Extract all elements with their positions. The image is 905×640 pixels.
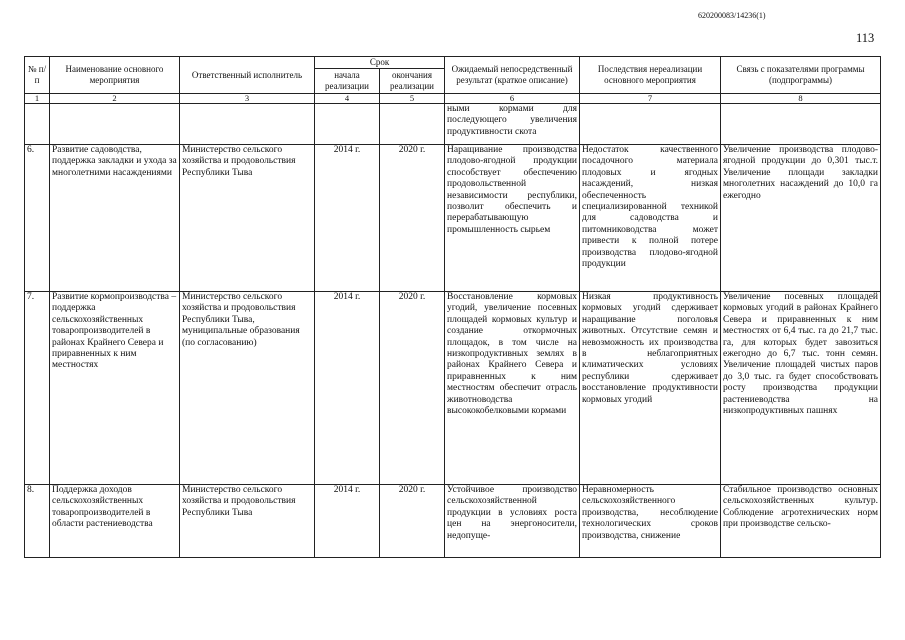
cell-num: 8. <box>25 485 50 558</box>
cell-name: Поддержка доходов сельскохозяйственных товаропроизводителей в области растениеводства <box>50 485 180 558</box>
header-start: начала реализации <box>315 69 380 94</box>
cell-result: Восстановление кормовых угодий, увеличение посевных площадей кормовых культур и создание откормочных площадок, в том числе на низкопродуктивных землях в районах Крайнего Севера и приравненных к ним местностям обеспечит отрасль животноводства высококобелковыми кормами <box>445 292 580 485</box>
cell-name: Развитие кормопроизводства – поддержка сельскохозяйственных товаропроизводителей в районах Крайнего Севера и приравненных к ним местностях <box>50 292 180 485</box>
cell-num: 7. <box>25 292 50 485</box>
header-consequences: Последствия нереализации основного мероприятия <box>580 57 721 94</box>
cell-result: Устойчивое производство сельскохозяйственной продукции в условиях роста цен на энергоносители, недопуще- <box>445 485 580 558</box>
cell-name <box>50 104 180 145</box>
cell-consequences: Недостаток качественного посадочного материала плодовых и ягодных насаждений, низкая обеспеченность специализированной техникой для садоводства и питомниководства может привести к полной потере производства плодово-ягодной продукции <box>580 145 721 292</box>
cell-link: Увеличение производства плодово-ягодной продукции до 0,301 тыс.т. Увеличение площади закладки многолетних насаждений до 10,0 га ежегодно <box>721 145 881 292</box>
cell-responsible <box>180 104 315 145</box>
header-link: Связь с показателями программы (подпрограммы) <box>721 57 881 94</box>
col-number: 4 <box>315 94 380 104</box>
page-number: 113 <box>856 31 875 45</box>
cell-num: 6. <box>25 145 50 292</box>
col-number: 3 <box>180 94 315 104</box>
table-row <box>25 292 881 485</box>
cell-result: Наращивание производства плодово-ягодной продукции способствует обеспечению продовольственной независимости республики, позволит обеспечить и перерабатывающую промышленность сырьем <box>445 145 580 292</box>
cell-result: ными кормами для последующего увеличения продуктивности скота <box>445 104 580 145</box>
cell-consequences <box>580 104 721 145</box>
cell-consequences: Низкая продуктивность кормовых угодий сдерживает наращивание поголовья животных. Отсутствие семян и невозможность их производства в неблагоприятных климатических условиях республики сдерживает восстановление продуктивности кормовых угодий <box>580 292 721 485</box>
table-header <box>25 57 881 104</box>
header-result: Ожидаемый непосредственный результат (краткое описание) <box>445 57 580 94</box>
table-row <box>25 145 881 292</box>
cell-end: 2020 г. <box>380 292 445 485</box>
cell-start: 2014 г. <box>315 292 380 485</box>
cell-name: Развитие садоводства, поддержка закладки и ухода за многолетними насаждениями <box>50 145 180 292</box>
col-number: 1 <box>25 94 50 104</box>
header-name: Наименование основного мероприятия <box>50 57 180 94</box>
cell-responsible: Министерство сельского хозяйства и продовольствия Республики Тыва <box>180 485 315 558</box>
col-number: 8 <box>721 94 881 104</box>
header-end: окончания реализации <box>380 69 445 94</box>
cell-start <box>315 104 380 145</box>
col-number: 7 <box>580 94 721 104</box>
table-row <box>25 485 881 558</box>
column-number-row <box>25 94 881 104</box>
cell-link: Стабильное производство основных сельскохозяйственных культур. Соблюдение агротехнических норм при производстве сельско- <box>721 485 881 558</box>
document-id: 620200083/14236(1) <box>698 11 766 20</box>
cell-consequences: Неравномерность сельскохозяйственного производства, несоблюдение технологических сроков производства, снижение <box>580 485 721 558</box>
table-row <box>25 104 881 145</box>
cell-responsible: Министерство сельского хозяйства и продовольствия Республики Тыва, муниципальные образования (по согласованию) <box>180 292 315 485</box>
cell-start: 2014 г. <box>315 485 380 558</box>
cell-end: 2020 г. <box>380 485 445 558</box>
cell-end: 2020 г. <box>380 145 445 292</box>
col-number: 6 <box>445 94 580 104</box>
cell-responsible: Министерство сельского хозяйства и продовольствия Республики Тыва <box>180 145 315 292</box>
cell-num <box>25 104 50 145</box>
cell-start: 2014 г. <box>315 145 380 292</box>
cell-end <box>380 104 445 145</box>
col-number: 5 <box>380 94 445 104</box>
cell-link <box>721 104 881 145</box>
header-num: № п/п <box>25 57 50 94</box>
measures-table <box>24 56 881 558</box>
header-responsible: Ответственный исполнитель <box>180 57 315 94</box>
header-term: Срок <box>315 57 445 69</box>
col-number: 2 <box>50 94 180 104</box>
cell-link: Увеличение посевных площадей кормовых угодий в районах Крайнего Севера и приравненных к ним местностях от 6,4 тыс. га до 21,7 тыс. га, для которых будет завозиться ежегодно до 6,7 тыс. тонн семян. Увеличение площадей чистых паров до 3,0 тыс. га будет способствовать росту производства продукции растениеводства на низкопродуктивных пашнях <box>721 292 881 485</box>
